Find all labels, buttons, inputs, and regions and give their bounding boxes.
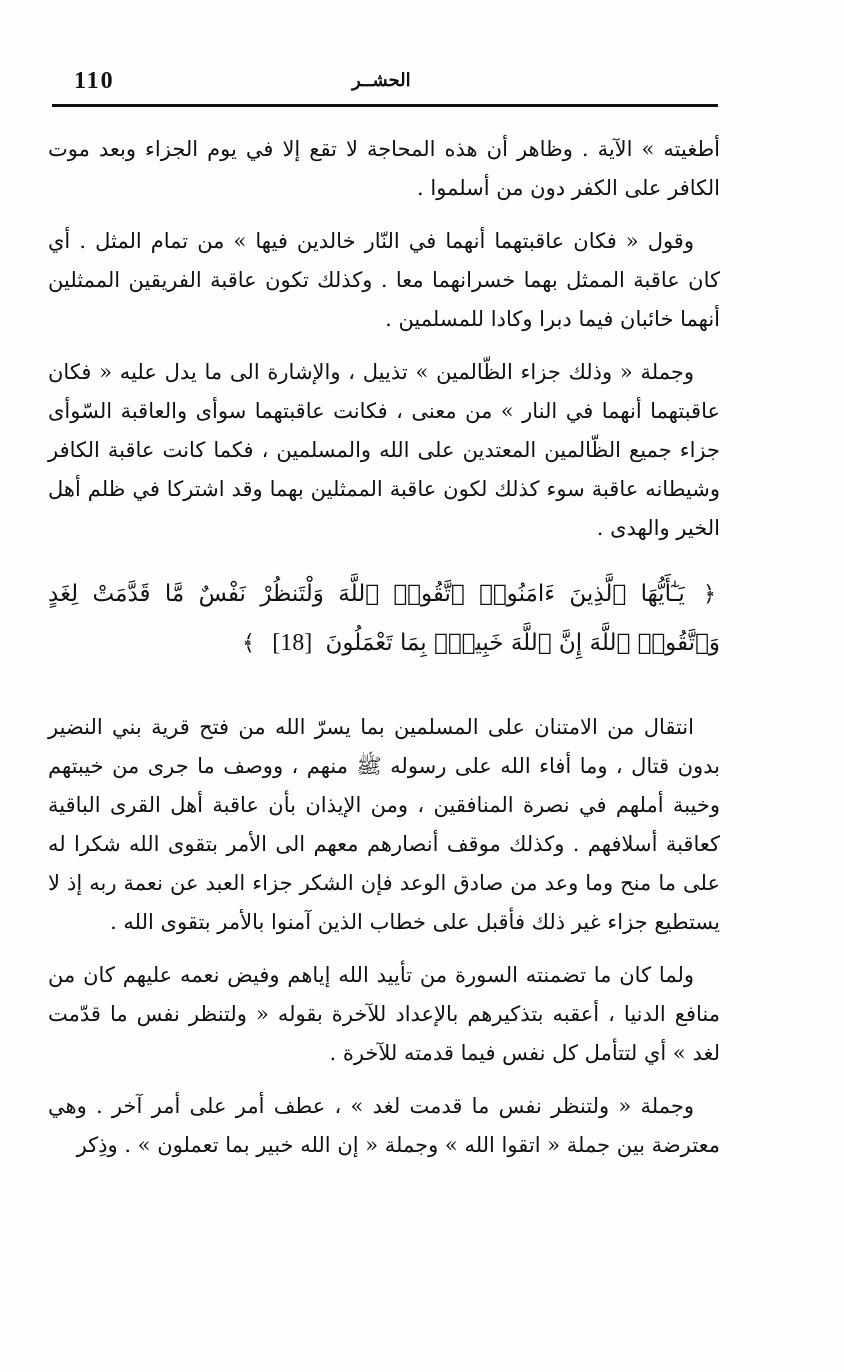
- verse-number: [18]: [272, 630, 313, 656]
- paragraph: أطغيته » الآية . وظاهر أن هذه المحاجة لا تقع إلا في يوم الجزاء وبعد موت الكافر على الكفر دون من أسلموا .: [48, 137, 720, 200]
- paragraph: وجملة « ولتنظر نفس ما قدمت لغد » ، عطف أمر على أمر آخر . وهي معترضة بين جملة « اتقوا الله » وجملة « إن الله خبير بما تعملون » . وذِكر: [48, 1094, 720, 1157]
- paragraph: انتقال من الامتنان على المسلمين بما يسرّ الله من فتح قرية بني النضير بدون قتال ، وما أفاء الله على رسوله ﷺ منهم ، ووصف ما جرى من خيبتهم وخيبة أملهم في نصرة المنافقين ، ومن الإيذان بأن عاقبة أهل القرى الباقية كعاقبة أسلافهم . وكذلك موقف أنصارهم معهم الى الأمر بتقوى الله شكرا له على ما منح وما وعد من صادق الوعد فإن الشكر جزاء العبد عن نعمة ربه إذ لا يستطيع جزاء غير ذلك فأقبل على خطاب الذين آمنوا بالأمر بتقوى الله .: [48, 715, 720, 934]
- verse-open-bracket: ﴿: [703, 582, 716, 607]
- page-header: [52, 58, 712, 98]
- page-number: 110: [74, 68, 115, 94]
- verse-close-bracket: ﴾: [242, 631, 255, 656]
- running-title: الحشــر: [352, 70, 411, 91]
- header-rule: [52, 104, 718, 107]
- page-body: [48, 130, 720, 1179]
- paragraph: ولما كان ما تضمنته السورة من تأييد الله إياهم وفيض نعمه عليهم كان من منافع الدنيا ، أعقبه بتذكيرهم بالإعداد للآخرة بقوله « ولتنظر نفس ما قدّمت لغد » أي لتتأمل كل نفس فيما قدمته للآخرة .: [48, 963, 720, 1065]
- quran-verse: [48, 570, 720, 668]
- paragraph: وجملة « وذلك جزاء الظّالمين » تذييل ، والإشارة الى ما يدل عليه « فكان عاقبتهما أنهما في النار » من معنى ، فكانت عاقبتهما سوأى والعاقبة السّوأى جزاء جميع الظّالمين المعتدين على الله والمسلمين ، فكما كانت عاقبة الكافر وشيطانه عاقبة سوء كذلك لكون عاقبة الممثلين بهما وقد اشتركا في ظلم أهل الخير والهدى .: [48, 360, 720, 540]
- verse-text: يَـٰٓأَيُّهَا ٱلَّذِينَ ءَامَنُوا۟ ٱتَّقُوا۟ ٱللَّهَ وَلْتَنظُرْ نَفْسٌ مَّا قَدَّمَتْ لِغَدٍ وَٱتَّقُوا۟ ٱللَّهَ إِنَّ ٱللَّهَ خَبِيرٌۢ بِمَا تَعْمَلُونَ: [48, 581, 720, 656]
- paragraph: وقول « فكان عاقبتهما أنهما في النّار خالدين فيها » من تمام المثل . أي كان عاقبة الممثل بهما خسرانهما معا . وكذلك تكون عاقبة الفريقين الممثلين أنهما خائبان فيما دبرا وكادا للمسلمين .: [48, 229, 720, 331]
